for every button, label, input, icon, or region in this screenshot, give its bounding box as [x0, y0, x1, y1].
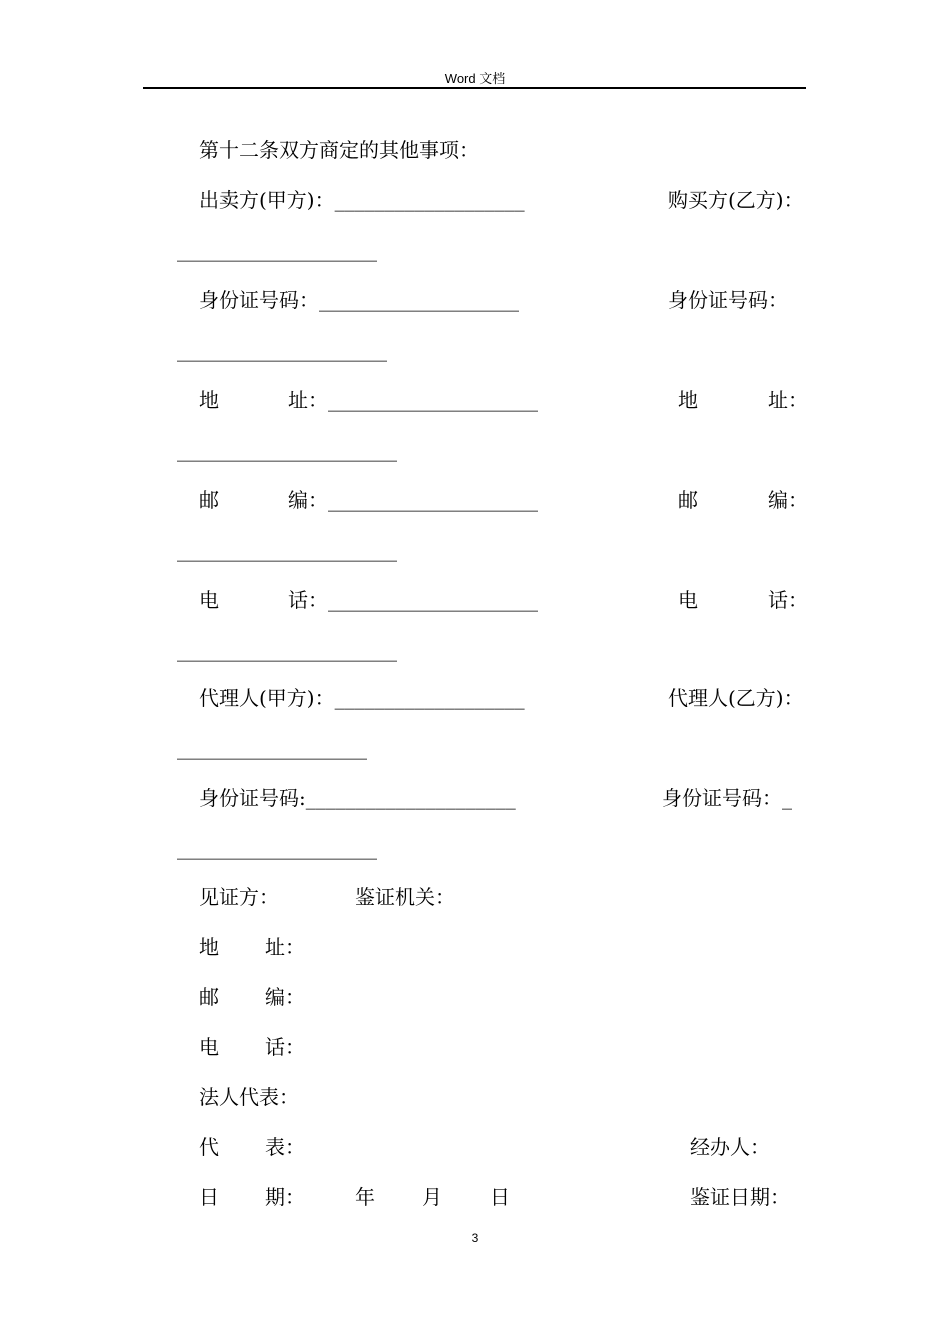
year-label: 年 [355, 1185, 375, 1209]
witness-postcode-label-b: 编： [265, 985, 305, 1009]
buyer-address-label: 地 [678, 388, 698, 412]
witness-address-label-b: 址： [265, 935, 305, 959]
page-header: Word 文档 [444, 71, 506, 86]
month-label: 月 [422, 1185, 442, 1209]
day-label: 日 [490, 1185, 510, 1209]
buyer-address-blank: ______________________ [177, 438, 397, 462]
buyer-phone-blank: ______________________ [177, 638, 397, 662]
seller-field: 出卖方(甲方)：___________________ [199, 188, 525, 212]
authority-label: 鉴证机关： [355, 885, 455, 909]
seller-agent-field: 代理人(甲方)：___________________ [199, 686, 525, 710]
legal-representative-label: 法人代表： [199, 1085, 299, 1109]
buyer-agent-field: 代理人(乙方)： [668, 686, 804, 710]
representative-label-a: 代 [199, 1135, 219, 1159]
buyer-id-field: 身份证号码： [668, 288, 788, 312]
witness-address-label-a: 地 [199, 935, 219, 959]
seller-phone-label: 电 [199, 588, 219, 612]
page-number: 3 [471, 1231, 479, 1245]
buyer-agent-id-field: 身份证号码：_ [662, 786, 792, 810]
buyer-agent-id-blank: ____________________ [177, 836, 377, 860]
buyer-postcode-label: 邮 [678, 488, 698, 512]
witness-postcode-label-a: 邮 [199, 985, 219, 1009]
buyer-postcode-blank: ______________________ [177, 538, 397, 562]
seller-phone-field: 话：_____________________ [288, 588, 538, 612]
buyer-phone-label: 电 [678, 588, 698, 612]
buyer-id-blank: _____________________ [177, 338, 387, 362]
seller-postcode-label: 邮 [199, 488, 219, 512]
date-label-b: 期： [265, 1185, 305, 1209]
buyer-field: 购买方(乙方)： [668, 188, 804, 212]
buyer-blank: ____________________ [177, 238, 377, 262]
witness-label: 见证方： [199, 885, 279, 909]
buyer-postcode-field: 编： [768, 488, 808, 512]
seller-address-label: 地 [199, 388, 219, 412]
seller-address-field: 址：_____________________ [288, 388, 538, 412]
authentication-date-label: 鉴证日期： [690, 1185, 790, 1209]
buyer-agent-blank: ___________________ [177, 736, 367, 760]
buyer-phone-field: 话： [768, 588, 808, 612]
witness-phone-label-a: 电 [199, 1035, 219, 1059]
seller-id-field: 身份证号码：____________________ [199, 288, 519, 312]
witness-phone-label-b: 话： [265, 1035, 305, 1059]
handler-label: 经办人： [690, 1135, 770, 1159]
representative-label-b: 表： [265, 1135, 305, 1159]
date-label-a: 日 [199, 1185, 219, 1209]
header-rule [143, 87, 806, 89]
seller-postcode-field: 编：_____________________ [288, 488, 538, 512]
buyer-address-field: 址： [768, 388, 808, 412]
seller-agent-id-field: 身份证号码:_____________________ [199, 786, 516, 810]
article-heading: 第十二条双方商定的其他事项： [199, 138, 479, 162]
